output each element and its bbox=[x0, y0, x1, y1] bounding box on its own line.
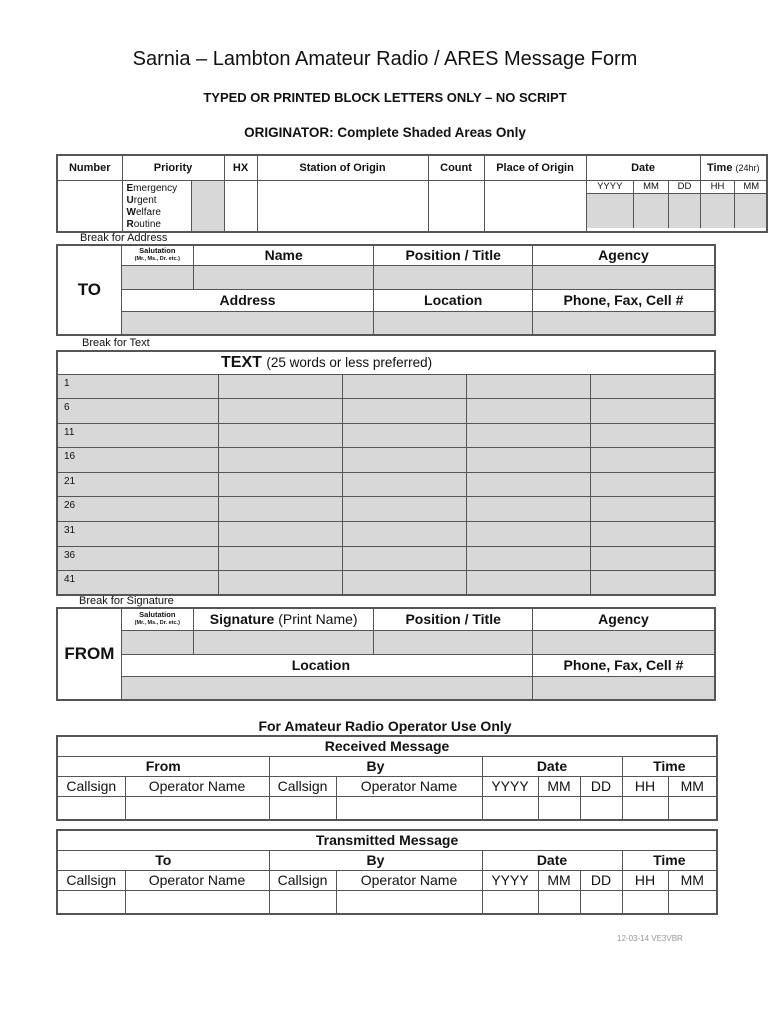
transmitted-to-header: To bbox=[57, 850, 269, 870]
station-field[interactable] bbox=[257, 180, 428, 232]
received-by-operator-label: Operator Name bbox=[336, 776, 482, 796]
footer-version: 12-03-14 VE3VBR bbox=[617, 934, 683, 943]
text-word-field[interactable] bbox=[57, 423, 218, 448]
break-for-address: Break for Address bbox=[80, 232, 168, 244]
text-row bbox=[57, 522, 715, 547]
received-table bbox=[56, 735, 718, 821]
form-instructions: TYPED OR PRINTED BLOCK LETTERS ONLY – NO SCRIPT bbox=[203, 90, 567, 105]
text-row bbox=[57, 374, 715, 399]
transmitted-hh-field[interactable] bbox=[622, 890, 668, 914]
to-address-field[interactable] bbox=[121, 311, 374, 335]
text-word-field[interactable] bbox=[590, 423, 715, 448]
place-of-origin-header: Place of Origin bbox=[484, 155, 586, 180]
transmitted-dd-field[interactable] bbox=[580, 890, 622, 914]
text-row bbox=[57, 497, 715, 522]
to-position-field[interactable] bbox=[374, 265, 532, 289]
text-word-field[interactable] bbox=[590, 374, 715, 399]
break-for-signature: Break for Signature bbox=[79, 595, 174, 607]
text-word-field[interactable] bbox=[342, 423, 466, 448]
text-word-field[interactable] bbox=[466, 423, 590, 448]
text-row-number: 16 bbox=[64, 451, 76, 463]
text-word-field[interactable] bbox=[342, 448, 466, 473]
transmitted-by-callsign-field[interactable] bbox=[269, 890, 336, 914]
dd-label: DD bbox=[669, 181, 701, 194]
transmitted-yyyy-label: YYYY bbox=[482, 870, 538, 890]
received-callsign-field[interactable] bbox=[57, 796, 125, 820]
text-word-field[interactable] bbox=[342, 399, 466, 424]
transmitted-by-callsign-label: Callsign bbox=[269, 870, 336, 890]
text-word-field[interactable] bbox=[342, 374, 466, 399]
received-mm-label: MM bbox=[538, 776, 580, 796]
received-from-header: From bbox=[57, 756, 269, 776]
text-word-field[interactable] bbox=[57, 399, 218, 424]
mm-field[interactable] bbox=[634, 194, 669, 228]
text-row bbox=[57, 571, 715, 596]
received-dd-field[interactable] bbox=[580, 796, 622, 820]
text-row bbox=[57, 399, 715, 424]
received-callsign-label: Callsign bbox=[57, 776, 125, 796]
text-word-field[interactable] bbox=[590, 472, 715, 497]
from-agency-label: Agency bbox=[532, 608, 715, 630]
yyyy-field[interactable] bbox=[587, 194, 634, 228]
from-salutation-field[interactable] bbox=[121, 630, 193, 654]
transmitted-operator-label: Operator Name bbox=[125, 870, 269, 890]
text-row-number: 31 bbox=[64, 525, 76, 537]
text-row-number: 11 bbox=[64, 426, 75, 438]
received-by-callsign-field[interactable] bbox=[269, 796, 336, 820]
text-row bbox=[57, 423, 715, 448]
hx-header: HX bbox=[224, 155, 257, 180]
text-row-number: 6 bbox=[64, 402, 70, 414]
text-row-number: 26 bbox=[64, 500, 76, 512]
to-name-label: Name bbox=[193, 245, 374, 265]
received-yyyy-label: YYYY bbox=[482, 776, 538, 796]
text-title: TEXT (25 words or less preferred) bbox=[57, 351, 715, 374]
text-word-field[interactable] bbox=[342, 522, 466, 547]
transmitted-date-header: Date bbox=[482, 850, 622, 870]
transmitted-by-operator-label: Operator Name bbox=[336, 870, 482, 890]
received-hh-label: HH bbox=[622, 776, 668, 796]
text-word-field[interactable] bbox=[466, 497, 590, 522]
time-header: Time (24hr) bbox=[700, 155, 767, 180]
to-label: TO bbox=[57, 245, 121, 335]
text-word-field[interactable] bbox=[466, 571, 590, 596]
text-word-field[interactable] bbox=[218, 448, 342, 473]
from-position-label: Position / Title bbox=[374, 608, 532, 630]
received-operator-field[interactable] bbox=[125, 796, 269, 820]
text-row bbox=[57, 448, 715, 473]
transmitted-operator-field[interactable] bbox=[125, 890, 269, 914]
to-salutation-field[interactable] bbox=[121, 265, 193, 289]
text-row-number: 1 bbox=[64, 377, 70, 389]
transmitted-table bbox=[56, 829, 718, 915]
yyyy-label: YYYY bbox=[587, 181, 634, 194]
from-agency-field[interactable] bbox=[532, 630, 715, 654]
count-header: Count bbox=[428, 155, 484, 180]
transmitted-min-label: MM bbox=[668, 870, 717, 890]
text-word-field[interactable] bbox=[218, 472, 342, 497]
text-word-field[interactable] bbox=[57, 374, 218, 399]
hh-field[interactable] bbox=[701, 194, 735, 228]
received-yyyy-field[interactable] bbox=[482, 796, 538, 820]
text-word-field[interactable] bbox=[342, 497, 466, 522]
text-word-field[interactable] bbox=[590, 448, 715, 473]
to-location-label: Location bbox=[374, 289, 532, 311]
from-location-label: Location bbox=[121, 654, 532, 676]
received-date-header: Date bbox=[482, 756, 622, 776]
to-name-field[interactable] bbox=[193, 265, 374, 289]
transmitted-dd-label: DD bbox=[580, 870, 622, 890]
priority-option: Welfare bbox=[126, 206, 161, 218]
to-position-label: Position / Title bbox=[374, 245, 532, 265]
text-word-field[interactable] bbox=[342, 472, 466, 497]
text-word-field[interactable] bbox=[218, 522, 342, 547]
from-signature-field[interactable] bbox=[193, 630, 374, 654]
date-header: Date bbox=[586, 155, 700, 180]
transmitted-min-field[interactable] bbox=[668, 890, 717, 914]
hx-field[interactable] bbox=[224, 180, 257, 232]
originator-note: ORIGINATOR: Complete Shaded Areas Only bbox=[244, 125, 526, 140]
count-field[interactable] bbox=[428, 180, 484, 232]
from-table bbox=[56, 607, 716, 701]
text-word-field[interactable] bbox=[218, 423, 342, 448]
text-word-field[interactable] bbox=[57, 497, 218, 522]
priority-option: Urgent bbox=[126, 194, 157, 206]
number-header: Number bbox=[57, 155, 122, 180]
to-salutation-label: Salutation (Mr., Ms., Dr. etc.) bbox=[121, 245, 193, 265]
place-field[interactable] bbox=[484, 180, 586, 232]
text-word-field[interactable] bbox=[466, 472, 590, 497]
date-time-fields bbox=[586, 180, 767, 232]
from-label: FROM bbox=[57, 608, 121, 700]
from-phone-label: Phone, Fax, Cell # bbox=[532, 654, 715, 676]
to-agency-field[interactable] bbox=[532, 265, 715, 289]
transmitted-title: Transmitted Message bbox=[57, 830, 717, 850]
to-phone-field[interactable] bbox=[532, 311, 715, 335]
break-for-text: Break for Text bbox=[82, 337, 150, 349]
hh-label: HH bbox=[701, 181, 735, 194]
to-agency-label: Agency bbox=[532, 245, 715, 265]
form-title: Sarnia – Lambton Amateur Radio / ARES Message Form bbox=[132, 48, 638, 70]
transmitted-by-header: By bbox=[269, 850, 482, 870]
received-by-operator-field[interactable] bbox=[336, 796, 482, 820]
priority-option: Emergency bbox=[126, 182, 178, 194]
received-min-field[interactable] bbox=[668, 796, 717, 820]
transmitted-hh-label: HH bbox=[622, 870, 668, 890]
text-word-field[interactable] bbox=[57, 448, 218, 473]
received-hh-field[interactable] bbox=[622, 796, 668, 820]
transmitted-mm-label: MM bbox=[538, 870, 580, 890]
text-table bbox=[56, 350, 716, 596]
text-word-field[interactable] bbox=[466, 374, 590, 399]
text-word-field[interactable] bbox=[57, 522, 218, 547]
text-word-field[interactable] bbox=[466, 522, 590, 547]
transmitted-yyyy-field[interactable] bbox=[482, 890, 538, 914]
to-table bbox=[56, 244, 716, 336]
text-word-field[interactable] bbox=[590, 546, 715, 571]
text-word-field[interactable] bbox=[342, 571, 466, 596]
station-of-origin-header: Station of Origin bbox=[257, 155, 428, 180]
text-word-field[interactable] bbox=[590, 571, 715, 596]
text-word-field[interactable] bbox=[590, 399, 715, 424]
text-word-field[interactable] bbox=[218, 546, 342, 571]
text-row-number: 36 bbox=[64, 549, 76, 561]
transmitted-time-header: Time bbox=[622, 850, 717, 870]
to-address-label: Address bbox=[121, 289, 374, 311]
transmitted-by-operator-field[interactable] bbox=[336, 890, 482, 914]
dd-field[interactable] bbox=[669, 194, 701, 228]
text-word-field[interactable] bbox=[57, 571, 218, 596]
text-word-field[interactable] bbox=[218, 571, 342, 596]
received-title: Received Message bbox=[57, 736, 717, 756]
text-word-field[interactable] bbox=[57, 546, 218, 571]
transmitted-callsign-field[interactable] bbox=[57, 890, 125, 914]
priority-options bbox=[122, 180, 191, 232]
text-row bbox=[57, 546, 715, 571]
text-row-number: 41 bbox=[64, 574, 76, 586]
to-location-field[interactable] bbox=[374, 311, 532, 335]
text-word-field[interactable] bbox=[218, 374, 342, 399]
text-word-field[interactable] bbox=[590, 497, 715, 522]
from-signature-label: Signature (Print Name) bbox=[193, 608, 374, 630]
operator-use-title: For Amateur Radio Operator Use Only bbox=[258, 718, 512, 734]
text-word-field[interactable] bbox=[466, 399, 590, 424]
text-word-field[interactable] bbox=[57, 472, 218, 497]
transmitted-mm-field[interactable] bbox=[538, 890, 580, 914]
text-word-field[interactable] bbox=[218, 497, 342, 522]
received-by-header: By bbox=[269, 756, 482, 776]
priority-option: Routine bbox=[126, 218, 161, 230]
text-word-field[interactable] bbox=[342, 546, 466, 571]
transmitted-callsign-label: Callsign bbox=[57, 870, 125, 890]
text-word-field[interactable] bbox=[466, 546, 590, 571]
to-phone-label: Phone, Fax, Cell # bbox=[532, 289, 715, 311]
text-word-field[interactable] bbox=[218, 399, 342, 424]
mm-label: MM bbox=[634, 181, 669, 194]
from-location-field[interactable] bbox=[121, 676, 532, 700]
received-operator-label: Operator Name bbox=[125, 776, 269, 796]
from-position-field[interactable] bbox=[374, 630, 532, 654]
priority-header: Priority bbox=[122, 155, 224, 180]
received-by-callsign-label: Callsign bbox=[269, 776, 336, 796]
priority-field[interactable] bbox=[191, 180, 224, 232]
min-field[interactable] bbox=[735, 194, 768, 228]
received-time-header: Time bbox=[622, 756, 717, 776]
from-salutation-label: Salutation (Mr., Ms., Dr. etc.) bbox=[121, 608, 193, 630]
text-row-number: 21 bbox=[64, 475, 76, 487]
header-table bbox=[56, 154, 768, 233]
number-field[interactable] bbox=[57, 180, 122, 232]
received-dd-label: DD bbox=[580, 776, 622, 796]
received-mm-field[interactable] bbox=[538, 796, 580, 820]
from-phone-field[interactable] bbox=[532, 676, 715, 700]
min-label: MM bbox=[735, 181, 768, 194]
text-row bbox=[57, 472, 715, 497]
text-word-field[interactable] bbox=[466, 448, 590, 473]
text-word-field[interactable] bbox=[590, 522, 715, 547]
received-min-label: MM bbox=[668, 776, 717, 796]
